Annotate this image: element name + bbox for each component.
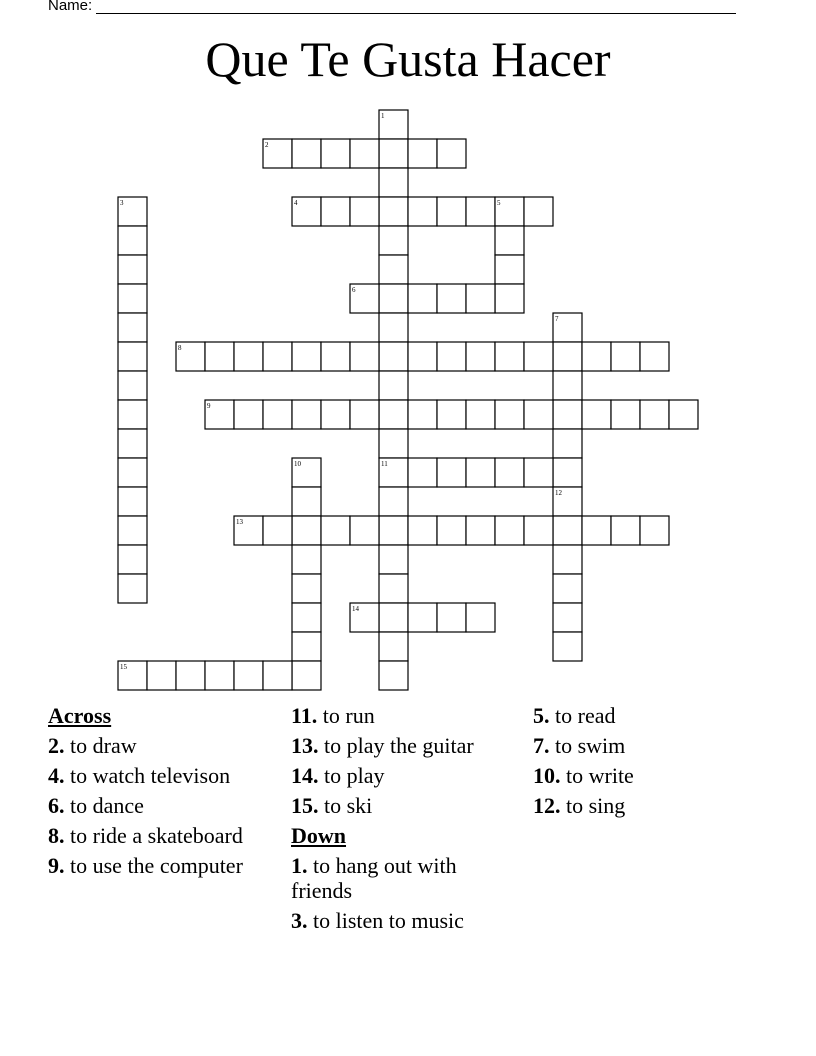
clue-item <box>48 793 273 818</box>
cell-number: 3 <box>120 199 124 207</box>
grid-cell[interactable] <box>176 661 205 690</box>
grid-cell[interactable] <box>118 574 147 603</box>
grid-cell[interactable] <box>524 342 553 371</box>
clue-item <box>533 703 763 728</box>
clue-column-2 <box>291 703 521 938</box>
clue-text: to draw <box>64 733 137 758</box>
grid-cell[interactable] <box>292 545 321 574</box>
cell-number: 1 <box>381 112 385 120</box>
grid-cell[interactable] <box>118 371 147 400</box>
grid-cell[interactable] <box>466 197 495 226</box>
clue-item <box>533 733 763 758</box>
grid-cell[interactable] <box>408 458 437 487</box>
grid-cell[interactable] <box>263 661 292 690</box>
grid-cell[interactable] <box>263 400 292 429</box>
grid-cell[interactable] <box>524 516 553 545</box>
grid-cell[interactable] <box>118 284 147 313</box>
grid-cell[interactable] <box>437 284 466 313</box>
clue-item <box>291 703 521 728</box>
grid-cell[interactable] <box>292 400 321 429</box>
grid-cell[interactable] <box>379 284 408 313</box>
grid-cell[interactable] <box>321 342 350 371</box>
grid-cell[interactable] <box>263 342 292 371</box>
grid-cell[interactable] <box>408 139 437 168</box>
grid-cell[interactable] <box>553 516 582 545</box>
cell-number: 14 <box>352 605 359 613</box>
clue-item <box>533 793 763 818</box>
cell-number: 9 <box>207 402 211 410</box>
clue-number: 10. <box>533 763 561 788</box>
grid-cell[interactable] <box>524 197 553 226</box>
grid-cell[interactable] <box>611 342 640 371</box>
grid-cell[interactable] <box>379 255 408 284</box>
grid-cell[interactable] <box>292 342 321 371</box>
grid-cell[interactable] <box>611 400 640 429</box>
clue-text: to read <box>549 703 616 728</box>
clue-item <box>291 763 521 788</box>
grid-cell[interactable] <box>495 400 524 429</box>
grid-cell[interactable] <box>292 574 321 603</box>
clue-text: to swim <box>549 733 626 758</box>
grid-cell[interactable] <box>466 516 495 545</box>
grid-cell[interactable] <box>466 342 495 371</box>
clue-text: to play the guitar <box>318 733 474 758</box>
grid-cell[interactable] <box>379 429 408 458</box>
grid-cell[interactable] <box>350 139 379 168</box>
grid-cell[interactable] <box>466 284 495 313</box>
clue-text: to watch televison <box>64 763 231 788</box>
grid-cell[interactable] <box>553 400 582 429</box>
grid-cell[interactable] <box>118 545 147 574</box>
grid-cell[interactable] <box>379 574 408 603</box>
grid-cell[interactable] <box>408 284 437 313</box>
grid-cell[interactable] <box>321 139 350 168</box>
grid-cell[interactable] <box>379 371 408 400</box>
grid-cell[interactable] <box>350 400 379 429</box>
grid-cell[interactable] <box>234 400 263 429</box>
grid-cell[interactable] <box>350 516 379 545</box>
clue-number: 4. <box>48 763 65 788</box>
grid-cell[interactable] <box>379 516 408 545</box>
grid-cell[interactable] <box>582 400 611 429</box>
cell-number: 10 <box>294 460 301 468</box>
clue-text: to ride a skateboard <box>64 823 243 848</box>
grid-cell[interactable] <box>379 400 408 429</box>
grid-cell[interactable] <box>553 371 582 400</box>
grid-cell[interactable] <box>524 400 553 429</box>
clue-text: to use the computer <box>64 853 243 878</box>
grid-cell[interactable] <box>437 342 466 371</box>
grid-cell[interactable] <box>379 226 408 255</box>
clue-text: to run <box>317 703 375 728</box>
clue-number: 7. <box>533 733 550 758</box>
clue-item <box>291 793 521 818</box>
grid-cell[interactable] <box>147 661 176 690</box>
grid-cell[interactable] <box>553 342 582 371</box>
grid-cell[interactable] <box>524 458 553 487</box>
grid-cell[interactable] <box>669 400 698 429</box>
cell-number: 5 <box>497 199 501 207</box>
clue-text: to listen to music <box>307 908 464 933</box>
grid-cell[interactable] <box>379 168 408 197</box>
grid-cell[interactable] <box>408 342 437 371</box>
clue-number: 11. <box>291 703 318 728</box>
grid-cell[interactable] <box>263 516 292 545</box>
cell-number: 15 <box>120 663 127 671</box>
grid-cell[interactable] <box>466 458 495 487</box>
grid-cell[interactable] <box>379 632 408 661</box>
cell-number: 11 <box>381 460 388 468</box>
grid-cell[interactable] <box>118 487 147 516</box>
grid-cell[interactable] <box>408 400 437 429</box>
clue-number: 2. <box>48 733 65 758</box>
grid-cell[interactable] <box>495 226 524 255</box>
clue-text: to hang out with friends <box>291 853 457 903</box>
grid-cell[interactable] <box>408 603 437 632</box>
grid-cell[interactable] <box>321 400 350 429</box>
grid-cell[interactable] <box>437 603 466 632</box>
grid-cell[interactable] <box>321 197 350 226</box>
grid-cell[interactable] <box>437 197 466 226</box>
grid-cell[interactable] <box>292 661 321 690</box>
grid-cell[interactable] <box>640 400 669 429</box>
grid-cell[interactable] <box>292 487 321 516</box>
name-label: Name: <box>48 0 93 14</box>
clue-item <box>48 733 273 758</box>
grid-cell[interactable] <box>379 197 408 226</box>
grid-cell[interactable] <box>118 400 147 429</box>
grid-cell[interactable] <box>379 545 408 574</box>
grid-cell[interactable] <box>553 458 582 487</box>
grid-cell[interactable] <box>495 342 524 371</box>
grid-cell[interactable] <box>553 545 582 574</box>
clue-number: 14. <box>291 763 319 788</box>
grid-cell[interactable] <box>495 458 524 487</box>
grid-cell[interactable] <box>118 429 147 458</box>
grid-cell[interactable] <box>205 342 234 371</box>
grid-cell[interactable] <box>408 197 437 226</box>
grid-cell[interactable] <box>437 458 466 487</box>
grid-cell[interactable] <box>611 516 640 545</box>
clue-item <box>48 763 273 788</box>
clue-number: 3. <box>291 908 308 933</box>
clue-text: to play <box>318 763 385 788</box>
clue-heading: Across <box>48 703 112 728</box>
grid-cell[interactable] <box>495 516 524 545</box>
grid-cell[interactable] <box>292 139 321 168</box>
grid-cell[interactable] <box>466 603 495 632</box>
grid-cell[interactable] <box>379 661 408 690</box>
grid-cell[interactable] <box>553 429 582 458</box>
grid-cell[interactable] <box>118 255 147 284</box>
grid-cell[interactable] <box>118 516 147 545</box>
grid-cell[interactable] <box>582 342 611 371</box>
cell-number: 13 <box>236 518 243 526</box>
grid-cell[interactable] <box>495 255 524 284</box>
page-title: Que Te Gusta Hacer <box>205 31 611 87</box>
cell-number: 12 <box>555 489 562 497</box>
grid-cell[interactable] <box>379 603 408 632</box>
grid-cell[interactable] <box>321 516 350 545</box>
grid-cell[interactable] <box>553 603 582 632</box>
grid-cell[interactable] <box>437 516 466 545</box>
clue-number: 13. <box>291 733 319 758</box>
grid-cell[interactable] <box>292 603 321 632</box>
clue-number: 6. <box>48 793 65 818</box>
grid-cell[interactable] <box>205 661 234 690</box>
clue-text: to sing <box>560 793 626 818</box>
clue-item <box>533 763 763 788</box>
clue-item <box>48 853 273 878</box>
grid-cell[interactable] <box>379 139 408 168</box>
grid-cell[interactable] <box>466 400 495 429</box>
clue-number: 1. <box>291 853 308 878</box>
clue-number: 15. <box>291 793 319 818</box>
clue-number: 9. <box>48 853 65 878</box>
clue-text: to dance <box>64 793 144 818</box>
clue-item <box>48 823 273 848</box>
cell-number: 8 <box>178 344 182 352</box>
clue-item <box>291 908 521 933</box>
grid-cell[interactable] <box>640 342 669 371</box>
grid-cell[interactable] <box>350 342 379 371</box>
cell-number: 7 <box>555 315 559 323</box>
grid-cell[interactable] <box>437 139 466 168</box>
grid-cell[interactable] <box>118 342 147 371</box>
grid-cell[interactable] <box>640 516 669 545</box>
grid-cell[interactable] <box>379 313 408 342</box>
grid-cell[interactable] <box>234 661 263 690</box>
clue-item <box>291 853 521 903</box>
cell-number: 6 <box>352 286 356 294</box>
grid-cell[interactable] <box>350 197 379 226</box>
clue-heading: Down <box>291 823 347 848</box>
cell-number: 4 <box>294 199 298 207</box>
grid-cell[interactable] <box>234 342 263 371</box>
grid-cell[interactable] <box>553 632 582 661</box>
grid-cell[interactable] <box>408 516 437 545</box>
grid-cell[interactable] <box>118 458 147 487</box>
clue-text: to ski <box>318 793 373 818</box>
clue-item <box>291 733 521 758</box>
grid-cell[interactable] <box>379 342 408 371</box>
grid-cell[interactable] <box>292 632 321 661</box>
cell-number: 2 <box>265 141 269 149</box>
grid-cell[interactable] <box>118 226 147 255</box>
grid-cell[interactable] <box>118 313 147 342</box>
grid-cell[interactable] <box>495 284 524 313</box>
clue-number: 5. <box>533 703 550 728</box>
grid-cell[interactable] <box>292 516 321 545</box>
clue-column-3 <box>533 703 763 823</box>
grid-cell[interactable] <box>582 516 611 545</box>
grid-cell[interactable] <box>553 574 582 603</box>
clue-column-1 <box>48 703 273 883</box>
grid-cell[interactable] <box>379 487 408 516</box>
clue-number: 8. <box>48 823 65 848</box>
clue-number: 12. <box>533 793 561 818</box>
grid-cell[interactable] <box>437 400 466 429</box>
clue-text: to write <box>560 763 634 788</box>
